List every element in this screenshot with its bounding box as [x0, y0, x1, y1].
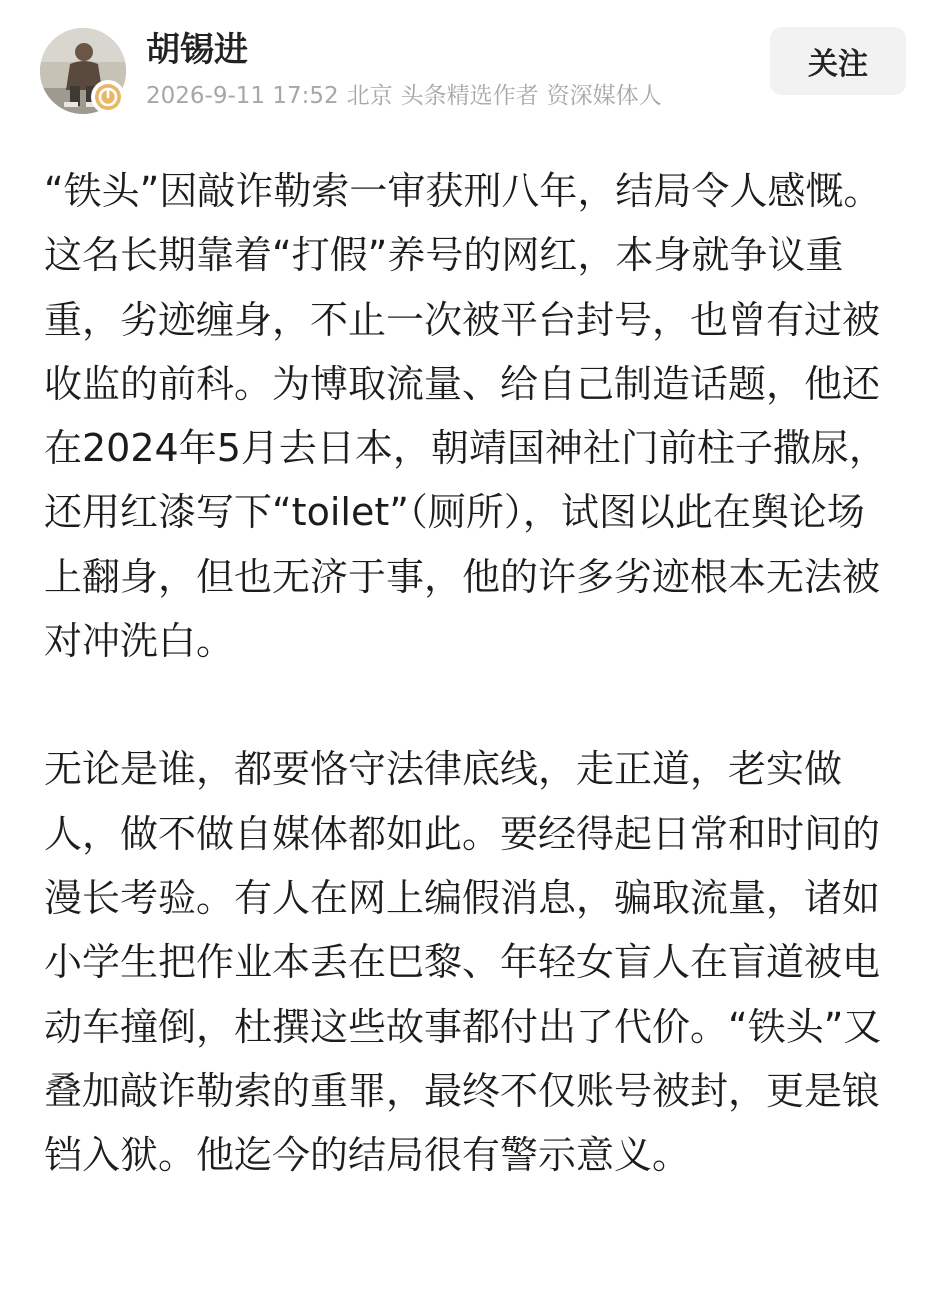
author-tag-featured: 头条精选作者	[400, 83, 539, 109]
post-header	[0, 0, 946, 130]
article-body	[44, 159, 900, 1187]
author-tag-media: 资深媒体人	[546, 83, 662, 109]
post-date: 2026-9-11 17:52	[146, 83, 339, 109]
article-paragraph-2: 无论是谁，都要恪守法律底线，走正道，老实做人，做不做自媒体都如此。要经得起日常和时间的漫长考验。有人在网上编假消息，骗取流量，诸如小学生把作业本丢在巴黎、年轻女盲人在盲道被电动车撞倒，杜撰这些故事都付出了代价。“铁头”又叠加敲诈勒索的重罪，最终不仅账号被封，更是锒铛入狱。他迄今的结局很有警示意义。	[44, 747, 882, 1178]
post-location: 北京	[346, 83, 393, 109]
verified-badge-icon	[91, 80, 125, 114]
article-paragraph-1: “铁头”因敲诈勒索一审获刑八年，结局令人感慨。这名长期靠着“打假”养号的网红，本身就争议重重，劣迹缠身，不止一次被平台封号，也曾有过被收监的前科。为博取流量、给自己制造话题，他还在2024年5月去日本，朝靖国神社门前柱子撒尿，还用红漆写下“toilet”（厕所），试图以此在舆论场上翻身，但也无济于事，他的许多劣迹根本无法被对冲洗白。	[44, 169, 887, 664]
author-name[interactable]: 胡锡进	[146, 30, 248, 70]
follow-button[interactable]: 关注	[770, 27, 906, 95]
post-meta	[146, 80, 670, 112]
paragraph-spacer	[44, 673, 900, 737]
